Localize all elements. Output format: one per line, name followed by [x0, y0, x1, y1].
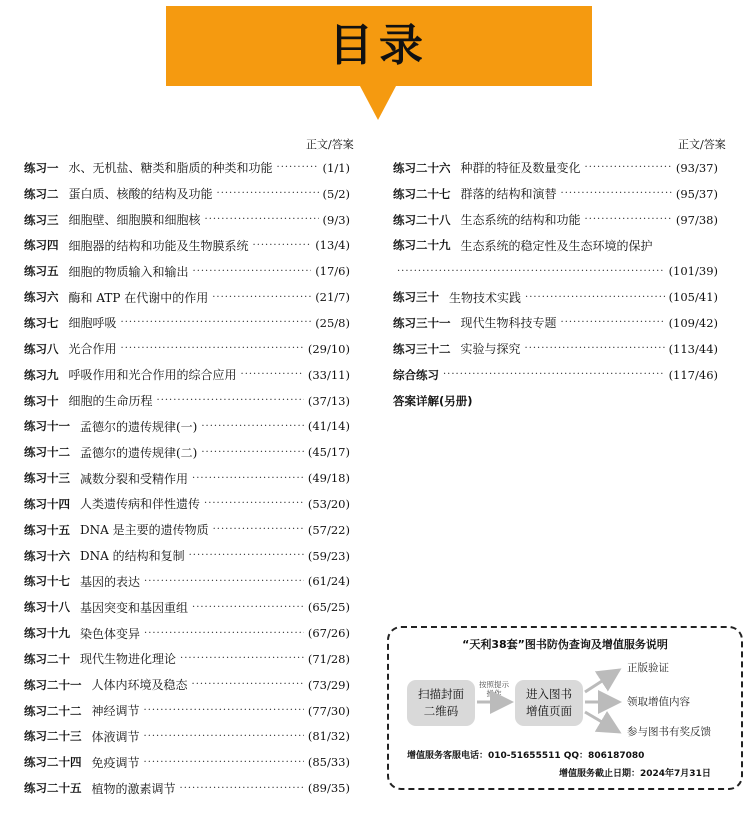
- toc-entry: [24, 181, 350, 207]
- entry-page: (61/24): [307, 574, 350, 589]
- leader-dots: [205, 214, 319, 225]
- toc-entry: [24, 620, 350, 646]
- entry-label: 练习五: [24, 264, 59, 279]
- leader-dots: [585, 214, 672, 225]
- option-feedback: 参与图书有奖反馈: [627, 726, 711, 738]
- entry-title: 基因的表达: [80, 574, 141, 589]
- prompt-line1: 按照提示: [479, 680, 509, 689]
- entry-title: 人体内环境及稳态: [91, 678, 188, 693]
- option-content: 领取增值内容: [627, 696, 690, 708]
- entry-title: 生态系统的稳定性及生态环境的保护: [460, 238, 653, 253]
- entry-page: (113/44): [668, 341, 718, 356]
- entry-title: 免疫调节: [91, 755, 140, 770]
- entry-label: 练习二十七: [393, 186, 451, 201]
- left-column-header: 正文/答案: [306, 138, 354, 151]
- entry-label: 练习二十: [24, 651, 70, 666]
- toc-entry: [24, 388, 350, 414]
- toc-left-column: [24, 155, 350, 801]
- toc-entry: [24, 646, 350, 672]
- leader-dots: [121, 343, 304, 354]
- entry-page: (37/13): [307, 393, 350, 408]
- entry-label: 综合练习: [393, 367, 439, 382]
- toc-entry: [24, 491, 350, 517]
- leader-dots: [144, 628, 304, 639]
- entry-title: 生物技术实践: [449, 290, 522, 305]
- entry-page: (25/8): [315, 315, 350, 330]
- toc-entry: [24, 569, 350, 595]
- entry-label: 练习十七: [24, 574, 70, 589]
- arrow-to-feedback: [585, 712, 619, 732]
- leader-dots: [192, 602, 304, 613]
- toc-entry: [24, 258, 350, 284]
- entry-label: 答案详解(另册): [393, 393, 473, 408]
- entry-page: (101/39): [668, 264, 718, 279]
- entry-label: 练习十: [24, 393, 59, 408]
- entry-page: (9/3): [322, 212, 350, 227]
- toc-entry: [24, 775, 350, 801]
- entry-page: (89/35): [307, 781, 350, 796]
- entry-title: 现代生物科技专题: [460, 316, 557, 331]
- toc-entry: [24, 362, 350, 388]
- leader-dots: [217, 188, 319, 199]
- entry-page: (117/46): [668, 367, 718, 382]
- entry-label: 练习四: [24, 238, 59, 253]
- entry-page: (45/17): [307, 445, 350, 460]
- leader-dots: [213, 524, 304, 535]
- toc-entry: [24, 465, 350, 491]
- entry-page: (95/37): [675, 186, 718, 201]
- entry-title: 生态系统的结构和功能: [460, 213, 581, 228]
- toc-entry: [24, 155, 350, 181]
- entry-title: 植物的激素调节: [91, 781, 176, 796]
- entry-page: (49/18): [307, 471, 350, 486]
- toc-entry: [24, 413, 350, 439]
- leader-dots: [121, 317, 312, 328]
- toc-entry: [24, 672, 350, 698]
- toc-entry: [393, 258, 718, 284]
- leader-dots: [180, 653, 304, 664]
- entry-page: (5/2): [322, 186, 350, 201]
- toc-entry: [24, 310, 350, 336]
- entry-page: (29/10): [307, 341, 350, 356]
- leader-dots: [192, 473, 304, 484]
- entry-label: 练习十六: [24, 548, 70, 563]
- scan-step-line1: 扫描封面: [418, 687, 464, 701]
- toc-entry: [24, 284, 350, 310]
- page-title: 目录: [329, 20, 429, 71]
- leader-dots: [561, 317, 665, 328]
- leader-dots: [144, 576, 304, 587]
- entry-label: 练习十八: [24, 600, 70, 615]
- entry-title: 现代生物进化理论: [80, 652, 177, 667]
- leader-dots: [525, 343, 665, 354]
- entry-label: 练习一: [24, 160, 59, 175]
- entry-title: DNA 是主要的遗传物质: [80, 523, 209, 538]
- entry-label: 练习十二: [24, 445, 70, 460]
- entry-label: 练习二十九: [393, 238, 451, 253]
- toc-entry: [393, 181, 718, 207]
- toc-entry: [24, 207, 350, 233]
- leader-dots: [561, 188, 672, 199]
- leader-dots: [180, 783, 304, 794]
- entry-title: 基因突变和基因重组: [80, 600, 189, 615]
- enter-step-line2: 增值页面: [526, 704, 572, 718]
- entry-page: (71/28): [307, 651, 350, 666]
- leader-dots: [525, 292, 665, 303]
- entry-page: (93/37): [675, 160, 718, 175]
- leader-dots: [241, 369, 304, 380]
- service-info-box: [387, 626, 743, 790]
- entry-page: (65/25): [307, 600, 350, 615]
- right-column-header: 正文/答案: [678, 138, 726, 151]
- toc-entry: [24, 233, 350, 259]
- leader-dots: [189, 550, 304, 561]
- leader-dots: [585, 162, 672, 173]
- toc-entry: [24, 336, 350, 362]
- entry-label: 练习六: [24, 290, 59, 305]
- prompt-line2: 操作: [486, 689, 502, 698]
- toc-entry: [393, 284, 718, 310]
- leader-dots: [277, 162, 319, 173]
- entry-page: (41/14): [307, 419, 350, 434]
- leader-dots: [253, 240, 312, 251]
- entry-title: DNA 的结构和复制: [80, 549, 185, 564]
- entry-label: 练习二十三: [24, 729, 82, 744]
- entry-label: 练习二十一: [24, 677, 82, 692]
- toc-entry: [393, 155, 718, 181]
- entry-page: (21/7): [315, 290, 350, 305]
- leader-dots: [144, 731, 304, 742]
- enter-step-line1: 进入图书: [526, 687, 572, 701]
- leader-dots: [192, 679, 304, 690]
- entry-title: 光合作用: [68, 342, 117, 357]
- entry-title: 孟德尔的遗传规律(二): [80, 445, 198, 460]
- entry-title: 孟德尔的遗传规律(一): [80, 419, 198, 434]
- entry-page: (17/6): [315, 264, 350, 279]
- toc-entry: [393, 207, 718, 233]
- entry-label: 练习三: [24, 212, 59, 227]
- toc-entry: [24, 543, 350, 569]
- entry-page: (57/22): [307, 522, 350, 537]
- entry-title: 蛋白质、核酸的结构及功能: [68, 187, 213, 202]
- entry-title: 神经调节: [91, 704, 140, 719]
- entry-label: 练习二十八: [393, 212, 451, 227]
- entry-label: 练习二十六: [393, 160, 451, 175]
- entry-title: 实验与探究: [460, 342, 521, 357]
- service-contact: 增值服务客服电话：010-51655511 QQ：806187080: [407, 751, 645, 761]
- entry-label: 练习三十一: [393, 315, 451, 330]
- toc-entry: [24, 724, 350, 750]
- entry-label: 练习十一: [24, 419, 70, 434]
- leader-dots: [201, 421, 304, 432]
- entry-label: 练习二十四: [24, 755, 82, 770]
- entry-label: 练习十五: [24, 522, 70, 537]
- entry-label: 练习七: [24, 315, 59, 330]
- entry-page: (97/38): [675, 212, 718, 227]
- toc-entry: [24, 594, 350, 620]
- leader-dots: [397, 266, 665, 277]
- leader-dots: [193, 266, 312, 277]
- entry-label: 练习十九: [24, 626, 70, 641]
- toc-right-column: [393, 155, 718, 413]
- toc-entry: [24, 439, 350, 465]
- entry-title: 细胞壁、细胞膜和细胞核: [68, 213, 201, 228]
- entry-label: 练习九: [24, 367, 59, 382]
- entry-page: (81/32): [307, 729, 350, 744]
- entry-title: 细胞器的结构和功能及生物膜系统: [68, 238, 249, 253]
- scan-step-line2: 二维码: [423, 704, 459, 718]
- entry-title: 酶和 ATP 在代谢中的作用: [68, 290, 209, 305]
- service-box-title: “天利38套”图书防伪查询及增值服务说明: [462, 638, 668, 651]
- entry-page: (105/41): [668, 290, 718, 305]
- option-verify: 正版验证: [627, 662, 669, 674]
- entry-label: 练习十四: [24, 496, 70, 511]
- entry-title: 呼吸作用和光合作用的综合应用: [68, 368, 237, 383]
- entry-label: 练习三十二: [393, 341, 451, 356]
- entry-label: 练习三十: [393, 290, 439, 305]
- entry-label: 练习二: [24, 186, 59, 201]
- toc-entry: [393, 388, 718, 414]
- entry-title: 细胞呼吸: [68, 316, 117, 331]
- leader-dots: [144, 757, 304, 768]
- entry-title: 染色体变异: [80, 626, 141, 641]
- enter-page-step: [515, 680, 583, 726]
- service-deadline: 增值服务截止日期：2024年7月31日: [559, 769, 711, 779]
- entry-title: 群落的结构和演替: [460, 187, 557, 202]
- entry-page: (77/30): [307, 703, 350, 718]
- entry-page: (1/1): [322, 160, 350, 175]
- leader-dots: [144, 705, 304, 716]
- toc-entry: [393, 336, 718, 362]
- toc-entry: [393, 310, 718, 336]
- entry-title: 种群的特征及数量变化: [460, 161, 581, 176]
- entry-label: 练习二十二: [24, 703, 82, 718]
- entry-title: 体液调节: [91, 729, 140, 744]
- toc-entry: [24, 749, 350, 775]
- leader-dots: [201, 447, 304, 458]
- arrow-to-verify: [585, 670, 619, 692]
- toc-entry: [393, 362, 718, 388]
- banner-pointer: [360, 86, 396, 120]
- entry-label: 练习八: [24, 341, 59, 356]
- leader-dots: [157, 395, 304, 406]
- entry-title: 细胞的生命历程: [68, 394, 153, 409]
- toc-entry: [393, 233, 718, 259]
- entry-label: 练习二十五: [24, 781, 82, 796]
- entry-page: (73/29): [307, 677, 350, 692]
- entry-label: 练习十三: [24, 471, 70, 486]
- entry-page: (109/42): [668, 315, 718, 330]
- entry-page: (33/11): [307, 367, 350, 382]
- entry-title: 细胞的物质输入和输出: [68, 264, 189, 279]
- leader-dots: [212, 292, 311, 303]
- entry-page: (13/4): [315, 238, 350, 253]
- entry-title: 人类遗传病和伴性遗传: [80, 497, 201, 512]
- entry-page: (53/20): [307, 496, 350, 511]
- leader-dots: [443, 369, 665, 380]
- entry-page: (85/33): [307, 755, 350, 770]
- leader-dots: [204, 498, 304, 509]
- toc-entry: [24, 517, 350, 543]
- entry-title: 水、无机盐、糖类和脂质的种类和功能: [68, 161, 273, 176]
- entry-title: 减数分裂和受精作用: [80, 471, 189, 486]
- entry-page: (59/23): [307, 548, 350, 563]
- entry-page: (67/26): [307, 626, 350, 641]
- toc-entry: [24, 698, 350, 724]
